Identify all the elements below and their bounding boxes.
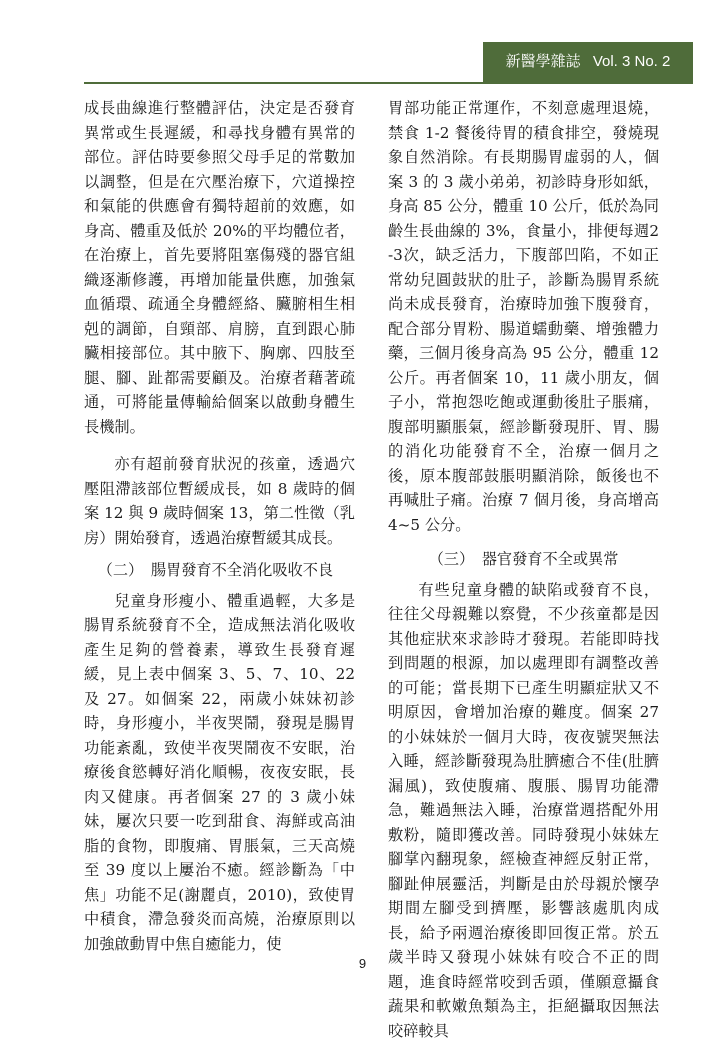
page-number: 9 — [0, 956, 725, 971]
left-column — [84, 96, 355, 956]
header-rule — [84, 82, 693, 84]
left-paragraph-1: 成長曲線進行整體評估，決定是否發育異常或生長遲緩，和尋找身體有異常的部位。評估時要參照父母手足的常數加以調整，但是在穴壓治療下，穴道操控和氣能的供應會有獨特超前的效應，如身高、體重及低於 20%的平均體位者，在治療上，首先要將阻塞傷殘的器官組織逐漸修護，再增加能量供應，加強氣血循環、疏通全身體經絡、臟腑相生相剋的調節，自頸部、肩膀，直到跟心肺臟相接部位。其中腋下、胸廓、四肢至腿、腳、趾都需要顧及。治療者藉著疏通，可將能量傳輸給個案以啟動身體生長機制。 — [84, 96, 355, 439]
left-paragraph-2: 亦有超前發育狀況的孩童，透過穴壓阻滯該部位暫緩成長，如 8 歲時的個案 12 與 9 歲時個案 13，第二性徵（乳房）開始發育，透過治療暫緩其成長。 — [84, 452, 355, 550]
right-paragraph-2: 有些兒童身體的缺陷或發育不良，往往父母親難以察覺，不少孩童都是因其他症狀來求診時才發現。若能即時找到問題的根源，加以處理即有調整改善的可能；當長期下已產生明顯症狀又不明原因，會增加治療的難度。個案 27 的小妹妹於一個月大時，夜夜號哭無法入睡，經診斷發現為肚臍癒合不佳(肚臍漏風)，致使腹痛、腹脹、腸胃功能滯急，難過無法入睡，治療當週搭配外用敷粉，隨即獲改善。同時發現小妹妹左腳掌內翻現象，經檢查神經反射正常，腳趾伸展靈活，判斷是由於母親於懷孕期間左腳受到擠壓，影響該處肌肉成長，給予兩週治療後即回復正常。於五歲半時又發現小妹妹有咬合不正的問題，進食時經常咬到舌頭，僅願意攝食蔬果和軟嫩魚類為主，拒絕攝取因無法咬碎較具 — [388, 578, 659, 1043]
right-column — [388, 96, 659, 1043]
journal-volume: Vol. 3 No. 2 — [593, 53, 671, 70]
section-heading-2: （二） 腸胃發育不全消化吸收不良 — [84, 558, 355, 583]
journal-header-band — [483, 42, 693, 82]
journal-name: 新醫學雜誌 — [506, 53, 581, 70]
section-heading-3: （三） 器官發育不全或異常 — [388, 547, 659, 572]
left-paragraph-3: 兒童身形瘦小、體重過輕，大多是腸胃系統發育不全，造成無法消化吸收產生足夠的營養素，導致生長發育遲緩，見上表中個案 3、5、7、10、22 及 27。如個案 22，兩歲小妹妹初診時，身形瘦小，半夜哭鬧，發現是腸胃功能紊亂，致使半夜哭鬧夜不安眠，治療後食慾轉好消化順暢，夜夜安眠，長肉又健康。再者個案 27 的 3 歲小妹妹，屢次只要一吃到甜食、海鮮或高油脂的食物，即腹痛、胃脹氣，三天高燒至 39 度以上屢治不癒。經診斷為「中焦」功能不足(謝麗貞，2010)，致使胃中積食，滯急發炎而高燒，治療原則以加強啟動胃中焦自癒能力，使 — [84, 589, 355, 957]
right-paragraph-1: 胃部功能正常運作，不刻意處理退燒，禁食 1-2 餐後待胃的積食排空，發燒現象自然消除。有長期腸胃虛弱的人，個案 3 的 3 歲小弟弟，初診時身形如紙，身高 85 公分，體重 10 公斤，低於為同齡生長曲線的 3%，食量小，排便每週2-3次，缺乏活力，下腹部凹陷，不如正常幼兒圓鼓狀的肚子，診斷為腸胃系統尚未成長發育，治療時加強下腹發育，配合部分胃粉、腸道蠕動藥、增強體力藥，三個月後身高為 95 公分，體重 12 公斤。再者個案 10，11 歲小朋友，個子小，常抱怨吃飽或運動後肚子脹痛，腹部明顯脹氣，經診斷發現肝、胃、腸的消化功能發育不全，治療一個月之後，原本腹部鼓脹明顯消除，飯後也不再喊肚子痛。治療 7 個月後，身高增高 4~5 公分。 — [388, 96, 659, 537]
